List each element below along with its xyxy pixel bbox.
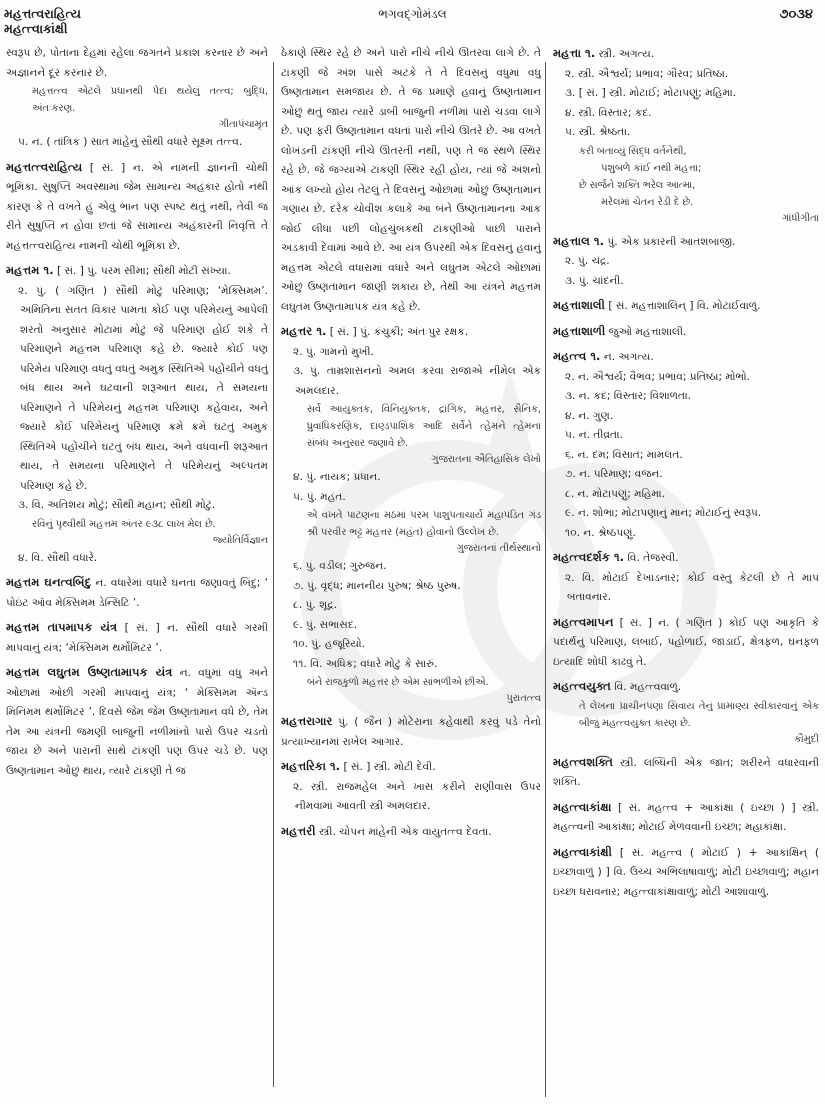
dictionary-entry <box>6 573 268 613</box>
column-3 <box>553 44 819 907</box>
citation-source: કૌમુદી <box>794 733 819 745</box>
continued-text: સ્વરૂપ છે, પોતાના દેહમાં રહેલા જગતને પ્રકાશ કરનાર છે અને અજ્ઞાનને દૂર કરનાર છે. <box>6 47 268 79</box>
headword: મહત્ત્વ ૧. <box>553 349 601 363</box>
headword: મહત્ત્વમાપન <box>553 614 614 629</box>
definition-text: ન. વધારેમાં વધારે ઘનતા જણાવતું બિંદુ; ‘ પોઇંટ ઑવ મેક્સિમમ ડેન્સિટિ ’. <box>6 577 268 609</box>
sense-item: ૭. પું. વૃદ્ધ; માનનીય પુરુષ; શ્રેષ્ઠ પુરુષ. <box>293 579 461 592</box>
sense-item: ૬. પું. વડીલ; ગુરુજન. <box>293 560 387 572</box>
sense-item: ૫. સ્ત્રી. શ્રેષ્ઠતા. <box>565 126 631 138</box>
sense-item: ૬. ન. દમ; વિસાત; મામલત. <box>565 448 683 461</box>
headword: મહત્તરી <box>281 823 316 838</box>
dictionary-entry <box>6 158 268 257</box>
guide-word-first: મહત્તત્વરાહિત્ય <box>4 6 81 21</box>
definition-text: [ સં. ] ન. એ નામની જ્ઞાનની ચોથી ભૂમિકા. સુષુપ્તિ અવસ્થામાં જેમ સામાન્ય અહંકાર હોતો નથી કારણ કે તે વખતે હું એવું ભાન પણ સ્પષ્ટ થતું નથી, તેવી જ રીતે સુષુપ્તિ ન હોવા છતાં જે સામાન્ય અહંકારની નિવૃત્તિ તે મહત્તત્ત્વરાહિત્ય નામની ચોથી ભૂમિકા છે. <box>6 161 268 252</box>
definition-text: [ સં. મહત્ત્વ + આકાંક્ષા ( ઇચ્છા ) ] સ્ત્રી. મહત્ત્વની આકાંક્ષા; મોટાઈ મેળવવાની ઇચ્છા; મહાકાંક્ષા. <box>553 801 819 833</box>
page-number: ૭૦૩૪ <box>779 7 813 22</box>
column-divider <box>545 62 546 1097</box>
definition-text: વિ. તેજસ્વી. <box>627 552 679 564</box>
definition-text: ન. વધુમાં વધુ અને ઓછામાં ઓછી ગરમી માપવાનું યંત્ર; ‘ મેક્સિમમ ઍન્ડ મિનિમમ થર્મોમિટર ’. દિવસે જેમ જેમ ઉષ્ણતામાન વધે છે, તેમ તેમ આ યંત્રની જમણી બાજુની નળીમાંનો પારો ઉપર ચડતો જાય છે અને પારાની સાથે ટાંકણી પણ ઉપર ચડે છે. પણ ઉષ્ણતામાન ઓછું થાય, ત્યારે ટાંકણી તે જ <box>6 667 268 777</box>
page-header <box>0 0 825 44</box>
sense-item: ૨. પું. ( ગણિત ) સૌથી મોટું પરિમાણ; ‘મેક્સિમમ’. અમિતિના સતત વિકાર પામતા કોઈ પણ પરિમેયનું આપેલી શરતો અનુસાર મોટામાં મોટું જે પરિમાણ હોઈ શકે તે પરિમાણને મહત્તમ પરિમાણ કહે છે. જ્યારે કોઈ પણ પરિમેય પરિમાણ વધતું વધતું અમુક સ્થિતિએ પહોંચીને વધતું બંધ થાય અને ઘટવાની શરૂઆત થાય, તે સમયના પરિમાણને તે પરિમેયનું મહત્તમ પરિમાણ કહેવાય, અને જ્યારે કોઈ પરિમેયનું પરિમાણ ક્રમે ક્રમે ઘટતું અમુક સ્થિતિએ પહોંચીને ઘટતું બંધ થાય, અને વધવાની શરૂઆત થાય, તે સમયના પરિમાણને તે પરિમેયનું અલ્પતમ પરિમાણ કહે છે. <box>18 284 268 492</box>
sense-item: ૨. પું. ગામનો મુખી. <box>293 345 374 358</box>
headword: મહત્તમ લઘુતમ ઉષ્ણતામાપક યંત્ર <box>6 665 173 679</box>
citation-quote: તે લેખના પ્રાચીનપણા સિવાય તેનું પ્રામાણ્ય સ્વીકારવાનું એક બીજું મહત્ત્વયુક્ત કારણ છે. <box>579 700 819 729</box>
definition-text: [ સં. મહત્ત્વ ( મોટાઈ ) + આકાંક્ષિન્ ( ઇચ્છાવાળું ) ] વિ. ઉચ્ચ અભિલાષાવાળું; મોટી ઇચ્છાવાળું; મહાન ઇચ્છા ધરાવનાર; મહત્ત્વાકાંક્ષાવાળું; મોટી આશાવાળું. <box>553 846 820 898</box>
definition-text: પું. એક પ્રકારની આતશબાજી. <box>607 235 736 248</box>
guide-word-last: મહત્ત્વાકાંક્ષી <box>4 21 68 36</box>
sense-item: ૨. પું. ચંદ્ર. <box>565 255 610 267</box>
sense-item: ૩. પું. ચાંદની. <box>565 274 624 287</box>
dictionary-entry <box>553 322 819 343</box>
headword: મહત્ત્વયુક્ત <box>553 679 611 693</box>
sense-item: ૧૦. પું. હજૂરિયો. <box>293 638 366 650</box>
headword: મહત્તરિકા ૧. <box>281 759 341 773</box>
headword: મહત્તાશાલી <box>553 298 605 312</box>
dictionary-entry <box>281 757 541 817</box>
citation-source: પુરાતત્ત્વ <box>506 693 541 704</box>
citation-quote: મરેલમાં ચેતન રેડી દે છે. <box>601 196 694 208</box>
running-title: ભગવદ્ગોમંડલ <box>378 7 447 21</box>
headword: મહત્તાલ ૧. <box>553 233 605 248</box>
definition-text: [ સં. ] સ્ત્રી. મોટી દેવી. <box>343 761 436 773</box>
definition-text: સ્ત્રી. ચોપન માંહેની એક વાયુતત્ત્વ દેવતા. <box>318 825 492 838</box>
dictionary-entry <box>6 44 268 153</box>
dictionary-entry <box>6 663 268 781</box>
citation-quote: એ વખતે પાટણના મઠમાં પરમ પાશુપતાચાર્ય મહાપંડિત ગંડ શ્રી પરવીર ભટ્ટ મહત્તર (મહંત) હોવાનો ઉલ્લેખ છે. <box>307 510 541 538</box>
sense-item: ૫. પું. મહંત. <box>293 490 346 503</box>
citation-quote: સર્વ આયુક્તક, વિનિયુક્તક, દ્રાંગિક, મહત્તર, સૈનિક, ધ્રુવાધિકરણિક, દાણ્ડપાશિક આદિ સર્વેને ત્હેમને ત્હેમના સંબંધ અનુસાર જણાવે છે. <box>307 404 541 449</box>
dictionary-entry <box>553 44 819 227</box>
headword: મહત્તા ૧. <box>553 46 596 60</box>
citation-source: ગુજરાતના ઐતિહાસિક લેખો <box>431 454 541 465</box>
citation-source: ગીતાપંચામૃત <box>219 119 268 130</box>
sense-item: ૯. પું. સભાસદ. <box>293 618 358 631</box>
definition-text: ન. અગત્ય. <box>603 351 654 363</box>
headword: મહત્તમ ઘનત્વબિંદુ <box>6 575 92 589</box>
citation-source: જ્યોતિર્વિજ્ઞાન <box>212 534 268 546</box>
dictionary-entry <box>553 753 819 793</box>
definition-text: જુઓ મહત્તાશાલી. <box>608 325 687 338</box>
sense-item: ૪. ન. ગુણ. <box>565 409 614 422</box>
definition-text: સ્ત્રી. અગત્ય. <box>598 48 655 60</box>
citation-source: ગુજરાતનાં તીર્થસ્થાનો <box>456 543 541 554</box>
sense-item: ૩. ન. કદ; વિસ્તાર; વિશાળતા. <box>565 390 692 402</box>
definition-text: [ સં. ] ન. ( ગણિત ) કોઈ પણ આકૃતિ કે પદાર્થનું પરિમાણ, લંબાઈ, પહોળાઈ, જાડાઈ, ક્ષેત્રફળ, ઘનફળ ઇત્યાદિ શોધી કાઢવું તે. <box>553 616 820 668</box>
dictionary-entry <box>553 798 819 838</box>
headword: મહત્ત્વાકાંક્ષા <box>553 799 612 814</box>
dictionary-entry <box>553 548 819 608</box>
dictionary-entry <box>281 322 541 707</box>
definition-text: સ્ત્રી. લબ્ધિની એક જાત; શરીરને વધારવાની શક્તિ. <box>553 756 819 788</box>
sense-item: ૧૦. ન. શ્રેષ્ઠપણું. <box>565 526 636 539</box>
citation-source: ગાંધીગીતા <box>781 212 819 224</box>
dictionary-entry <box>553 677 819 748</box>
citation-quote: મહત્તત્ત્વ એટલે પ્રધાનથી પેદા થયેલું તત્ત્વ; બુદ્ધિ, અંતઃકરણ. <box>32 86 268 114</box>
dictionary-entry <box>281 822 541 843</box>
sense-item: ૮. ન. મોટાપણું; મહિમા. <box>565 487 665 500</box>
dictionary-entry <box>6 261 268 568</box>
column-1 <box>6 44 268 786</box>
headword: મહત્ત્વદર્શક ૧. <box>553 550 625 564</box>
citation-quote: પશુબળે કાંઈ નથી મહત્તા; <box>601 162 702 174</box>
dictionary-entry <box>553 232 819 292</box>
continued-text: ઠેકાણે સ્થિર રહે છે અને પારો નીચે નીચે ઊતરવા લાગે છે. તે ટાંકણી જે અંશ પાસે અટકે તે તે દિવસનું વધુમાં વધુ ઉષ્ણતામાન સમજાય છે. તે જ પ્રમાણે હવાનું ઉષ્ણતામાન ઓછું થતું જાય ત્યારે ડાબી બાજુની નળીમાં પારો ચડવા લાગે છે. પણ ફરી ઉષ્ણતામાન વધતાં પારો નીચે ઊતરે છે. આ વખતે લોખંડની ટાંકણી નીચે ઊતરતી નથી, પણ તે જ સ્થળે સ્થિર રહે છે. જે જગ્યાએ ટાંકણી સ્થિર રહી હોય, ત્યાં જે અંશનો આંક લખ્યો હોય તેટલું તે દિવસનું ઓછામાં ઓછું ઉષ્ણતામાન ગણાય છે. દરેક ચોવીશ કલાકે આ બંને ઉષ્ણતામાનના આંક જોઈ લીધા પછી લોહચુંબકથી ટાંકણીઓ પાછી પારાને અડકાવી દેવામાં આવે છે. આ યંત્ર ઉપરથી એક દિવસનું હવાનું મહત્તમ એટલે વધારામાં વધારે અને લઘુતમ એટલે ઓછામાં ઓછું ઉષ્ણતામાન જાણી શકાય છે, તેથી આ યંત્રને મહત્તમ લઘુતમ ઉષ્ણતામાપક યંત્ર કહે છે. <box>281 47 541 313</box>
dictionary-entry <box>281 712 541 752</box>
headword: મહત્તત્ત્વરાહિત્ય <box>6 159 83 174</box>
headword: મહત્તમ ૧. <box>6 263 54 277</box>
sense-item: ૨. વિ. મોટાઈ દેખાડનાર; કોઈ વસ્તુ કેટલી છે તે માપ બતાવનાર. <box>565 571 819 603</box>
definition-text: પું. ( જૈન ) મોટેરાના કહેવાથી કરવું પડે તેનો પ્રત્યાખ્યાનમાં રાખેલ આગાર. <box>281 716 541 748</box>
sense-item: ૧૧. વિ. અધિક; વધારે મોટું કે સારું. <box>293 657 438 670</box>
headword: મહત્તાશાળી <box>553 323 606 338</box>
definition-text: [ સં. ] ન. સૌથી વધારે ગરમી માપવાનું યંત્ર; ‘મેક્સિમમ થર્મોમિટર ’. <box>6 622 268 654</box>
headword: મહત્તમ તાપમાપક યંત્ર <box>6 620 118 634</box>
dictionary-entry <box>553 843 819 903</box>
column-divider <box>273 62 274 1087</box>
citation-quote: છે સર્જને શક્તિ ભરેલ આત્મા, <box>579 179 696 191</box>
citation-quote: બંને રાજકુળો મહત્તર છે એમ સાંભળીએ છીએ. <box>307 677 489 688</box>
sense-item: ૫. ન. તીવ્રતા. <box>565 429 623 441</box>
sense-item: ૩. પું. તામ્રશાસનનો અમલ કરવા રાજાએ નીમેલ એક અમલદાર. <box>293 365 541 397</box>
sense-item: ૮. પું. શૂદ્ર. <box>293 599 337 611</box>
definition-text: [ સં. ] પું. કંચુકી; અંતઃપુર રક્ષક. <box>329 326 469 338</box>
definition-text: વિ. મહત્ત્વવાળું. <box>614 681 682 693</box>
sense-item: ૩. [ સં. ] સ્ત્રી. મોટાઈ; મોટાપણું; મહિમા. <box>565 87 737 99</box>
sense-item: ૭. ન. પરિમાણ; વજન. <box>565 468 663 480</box>
sense-item: ૩. વિ. અતિશય મોટું; સૌથી મહાન; સૌથી મોટું. <box>18 499 216 511</box>
headword: મહત્ત્વાકાંક્ષી <box>553 844 612 859</box>
dictionary-entry <box>553 613 819 673</box>
dictionary-entry <box>281 44 541 317</box>
sense-item: ૨. સ્ત્રી. રાજમહેલ અને ખાસ કરીને રાણીવાસ ઉપર નીમવામાં આવતી સ્ત્રી અમલદાર. <box>293 780 541 812</box>
sense-item: ૨. સ્ત્રી. ઐશ્વર્ય; પ્રભાવ; ગૌરવ; પ્રતિષ્ઠા. <box>565 67 729 80</box>
definition-text: [ સં. મહત્તાશાલિન્ ] વિ. મોટાઈવાળું. <box>608 300 761 312</box>
sense-item: ૨. ન. ઐશ્વર્ય; વૈભવ; પ્રભાવ; પ્રતિષ્ઠા; મોભો. <box>565 370 751 383</box>
dictionary-entry <box>6 618 268 658</box>
column-2 <box>281 44 541 847</box>
headword: મહત્તરાગાર <box>281 714 333 728</box>
citation-quote: કરી બતાવ્યું સિદ્ધ વર્તનેથી, <box>579 145 687 157</box>
headword: મહત્ત્વશક્તિ <box>553 754 613 769</box>
sense-item: ૪. વિ. સૌથી વધારે. <box>18 551 98 564</box>
definition-text: [ સં. ] પું. પરમ સીમા; સૌથી મોટી સંખ્યા. <box>56 265 231 277</box>
sense-item: ૪. સ્ત્રી. વિસ્તાર; કદ. <box>565 106 652 119</box>
sense-item: ૯. ન. શોભા; મોટાપણાનું માન; મોટાઈનું સ્વરૂપ. <box>565 507 762 519</box>
dictionary-entry <box>553 347 819 543</box>
headword: મહત્તર ૧. <box>281 324 327 338</box>
citation-quote: રવિનું પૃથ્વીથી મહત્તમ અંતર ૯૩૮ લાખ મેલ છે. <box>32 518 216 530</box>
sense-item: ૪. પું. નાયક; પ્રધાન. <box>293 471 381 483</box>
dictionary-entry <box>553 296 819 317</box>
sense-item: ૫. ન. ( તાંત્રિક ) સાત માંહેનું સૌથી વધારે સૂક્ષ્મ તત્ત્વ. <box>18 136 243 148</box>
